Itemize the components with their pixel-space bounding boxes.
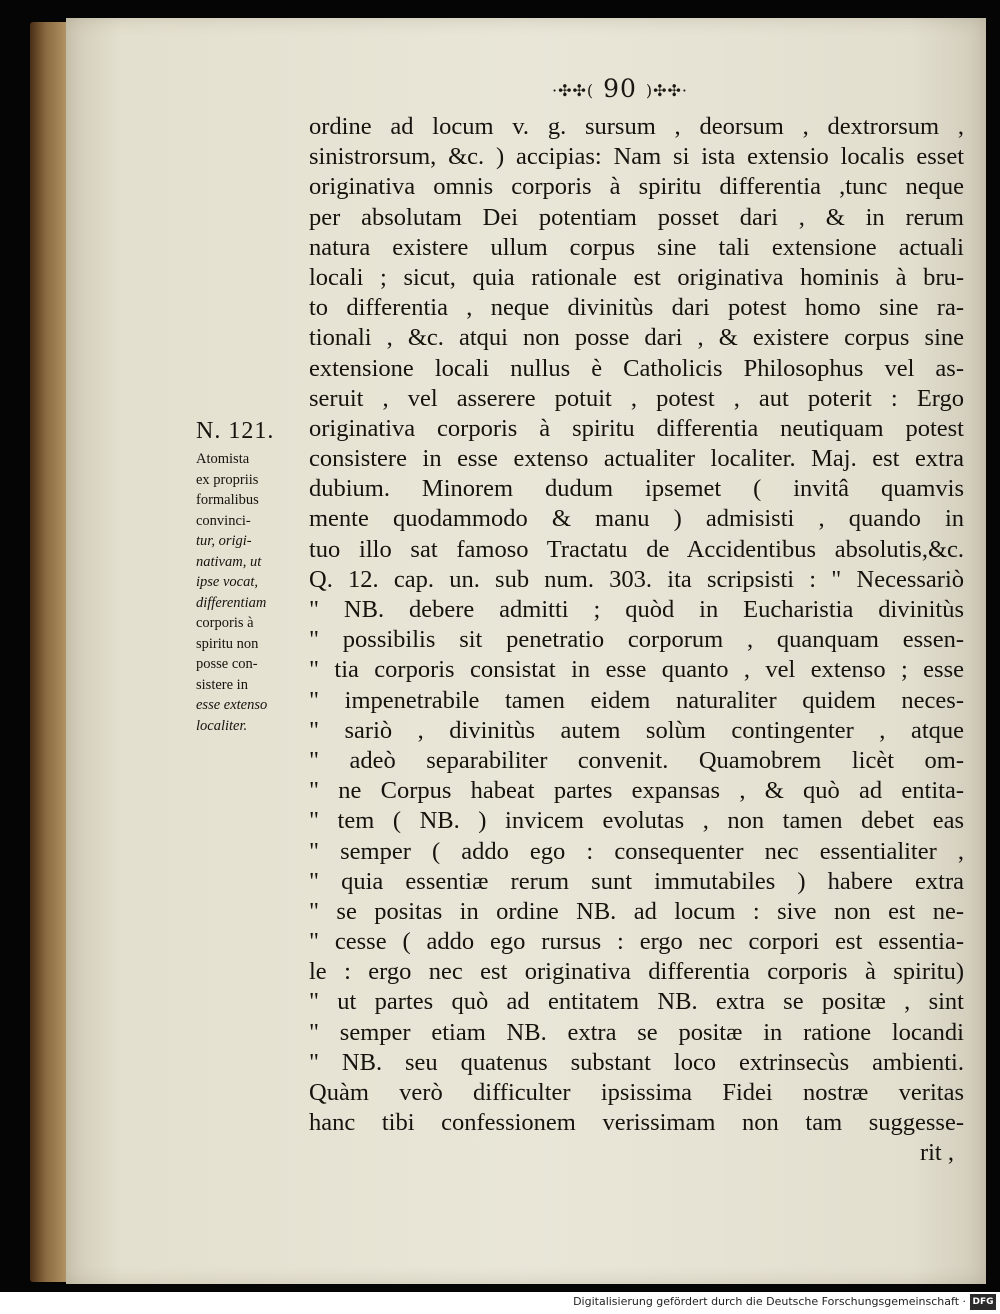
marginal-note-line: ipse vocat,	[196, 574, 259, 590]
marginal-note-line: formalibus	[196, 492, 259, 508]
marginal-note-line: localiter.	[196, 717, 248, 734]
text-line: " tia corporis consistat in esse quanto , vel extenso ; esse	[309, 656, 964, 684]
text-line: dubium. Minorem dudum ipsemet ( invitâ quamvis	[309, 475, 964, 503]
marginal-note-line: corporis à	[196, 615, 254, 631]
footer-credit: Digitalisierung gefördert durch die Deutsche Forschungsgemeinschaft ·	[573, 1295, 966, 1308]
text-line: " NB. debere admitti ; quòd in Eucharistia divinitùs	[309, 596, 964, 623]
text-line: mente quodammodo & manu ) admisisti , quando in	[309, 505, 964, 533]
header-ornament-right: )✣✣·	[645, 81, 688, 100]
page-number: 90	[603, 74, 637, 103]
marginal-note-line: convinci-	[196, 512, 251, 529]
text-line: Q. 12. cap. un. sub num. 303. ita scripsisti : " Necessariò	[309, 565, 964, 593]
text-line: tuo illo sat famoso Tractatu de Accidentibus absolutis,&c.	[309, 535, 964, 563]
text-line: sinistrorsum, &c. ) accipias: Nam si ista extensio localis esset	[309, 143, 964, 171]
marginal-note	[196, 418, 296, 736]
text-line: " semper ( addo ego : consequenter nec essentialiter ,	[309, 837, 964, 865]
text-line: " NB. seu quatenus substant loco extrinsecùs ambienti.	[309, 1048, 964, 1076]
text-line: tionali , &c. atqui non posse dari , & existere corpus sine	[309, 324, 964, 352]
marginal-note-number: N. 121.	[196, 418, 275, 444]
text-line: " ne Corpus habeat partes expansas , & quò ad entita-	[309, 777, 964, 805]
text-line: to differentia , neque divinitùs dari potest homo sine ra-	[309, 294, 964, 322]
footer-bar	[0, 1292, 1000, 1314]
text-line: consistere in esse extenso actualiter localiter. Maj. est extra	[309, 445, 964, 473]
text-line: natura existere ullum corpus sine tali extensione actuali	[309, 233, 964, 261]
text-line: " semper etiam NB. extra se positæ in ratione locandi	[309, 1018, 964, 1046]
text-line: " sariò , divinitùs autem solùm contingenter , atque	[309, 716, 964, 744]
page-header	[500, 74, 740, 103]
book-fore-edge	[30, 22, 70, 1282]
marginal-note-line: sistere in	[196, 676, 248, 693]
text-line: le : ergo nec est originativa differentia corporis à spiritu)	[309, 958, 964, 986]
text-line: " tem ( NB. ) invicem evolutas , non tamen debet eas	[309, 807, 964, 835]
text-line: " cesse ( addo ego rursus : ergo nec corpori est essentia-	[309, 928, 964, 956]
catchword: rit ,	[919, 1139, 954, 1167]
marginal-note-line: ex propriis	[196, 471, 259, 488]
text-line: originativa omnis corporis à spiritu differentia ,tunc neque	[309, 173, 964, 201]
marginal-note-line: posse con-	[196, 656, 258, 672]
text-line: Quàm verò difficulter ipsissima Fidei nostræ veritas	[309, 1079, 964, 1106]
marginal-note-line: esse extenso	[196, 697, 268, 713]
text-line: " ut partes quò ad entitatem NB. extra se positæ , sint	[309, 988, 964, 1016]
text-line: " quia essentiæ rerum sunt immutabiles ) habere extra	[309, 867, 964, 895]
text-line: " impenetrabile tamen eidem naturaliter quidem neces-	[309, 686, 964, 714]
text-line: hanc tibi confessionem verissimam non tam suggesse-	[309, 1109, 964, 1137]
marginal-note-line: nativam, ut	[196, 553, 262, 570]
marginal-note-line: Atomista	[196, 451, 250, 467]
text-line: originativa corporis à spiritu differentia neutiquam potest	[309, 414, 964, 442]
main-text	[309, 112, 964, 1169]
marginal-note-line: differentiam	[196, 594, 267, 611]
marginal-note-line: tur, origi-	[196, 533, 252, 549]
text-line: per absolutam Dei potentiam posset dari , & in rerum	[309, 203, 964, 231]
dfg-logo: DFG	[970, 1294, 996, 1310]
text-line: " se positas in ordine NB. ad locum : sive non est ne-	[309, 897, 964, 925]
text-line: ordine ad locum v. g. sursum , deorsum , dextrorsum ,	[309, 113, 964, 140]
text-line: " adeò separabiliter convenit. Quamobrem licèt om-	[309, 746, 964, 774]
header-ornament-left: ·✣✣(	[552, 81, 595, 100]
text-line: " possibilis sit penetratio corporum , quanquam essen-	[309, 626, 964, 654]
text-line: extensione locali nullus è Catholicis Philosophus vel as-	[309, 354, 964, 382]
text-line: locali ; sicut, quia rationale est originativa hominis à bru-	[309, 263, 964, 291]
text-line: seruit , vel asserere potuit , potest , aut poterit : Ergo	[309, 384, 964, 412]
marginal-note-line: spiritu non	[196, 635, 259, 652]
